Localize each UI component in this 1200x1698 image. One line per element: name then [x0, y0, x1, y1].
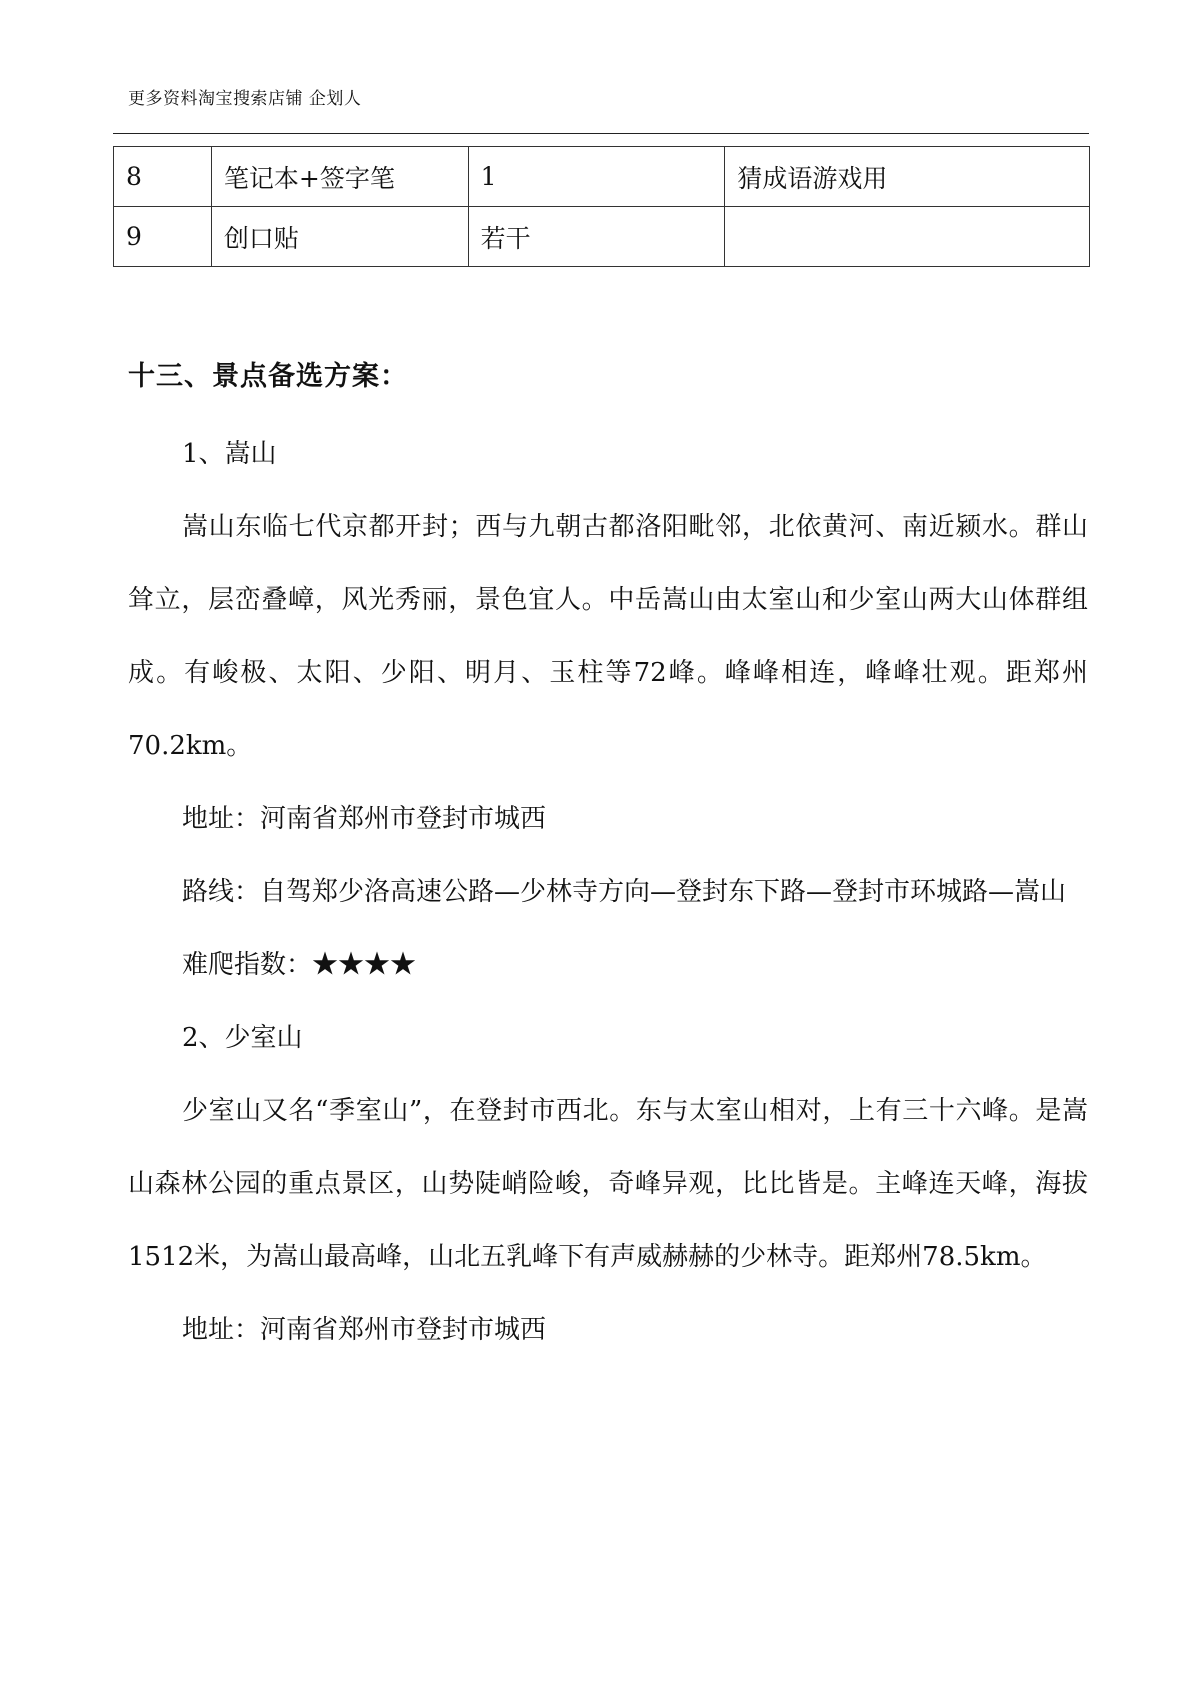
songshan-description: 嵩山东临七代京都开封；西与九朝古都洛阳毗邻，北依黄河、南近颍水。群山耸立，层峦叠嶂，风光秀丽，景色宜人。中岳嵩山由太室山和少室山两大山体群组成。有峻极、太阳、少阳、明月、玉柱等72峰。峰峰相连，峰峰壮观。距郑州70.2km。: [128, 512, 1088, 761]
subsection-title-shaoshishan: 2、少室山: [182, 1023, 303, 1053]
songshan-address: 地址：河南省郑州市登封市城西: [182, 804, 547, 834]
table-cell-item: 笔记本+签字笔: [211, 147, 468, 207]
songshan-route: 路线：自驾郑少洛高速公路—少林寺方向—登封东下路—登封市环城路—嵩山: [182, 877, 1067, 907]
table-row: [114, 207, 1090, 267]
table-cell-quantity: 若干: [468, 207, 725, 267]
table-cell-index: 8: [114, 147, 212, 207]
table-cell-quantity: 1: [468, 147, 725, 207]
section-content: [128, 418, 1088, 1367]
table-cell-note: 猜成语游戏用: [725, 147, 1090, 207]
table-cell-item: 创口贴: [211, 207, 468, 267]
table-cell-note: [725, 207, 1090, 267]
shaoshishan-description: 少室山又名“季室山”，在登封市西北。东与太室山相对，上有三十六峰。是嵩山森林公园的重点景区，山势陡峭险峻，奇峰异观，比比皆是。主峰连天峰，海拔1512米，为嵩山最高峰，山北五乳峰下有声威赫赫的少林寺。距郑州78.5km。: [128, 1096, 1088, 1272]
header-divider: [113, 133, 1089, 134]
difficulty-stars: ★★★★: [312, 950, 417, 980]
page-header: 更多资料淘宝搜索店铺 企划人: [128, 89, 362, 109]
table-row: [114, 147, 1090, 207]
items-table: [113, 146, 1090, 267]
songshan-difficulty: [128, 929, 1088, 1002]
subsection-title-songshan: 1、嵩山: [182, 439, 277, 469]
shaoshishan-address: 地址：河南省郑州市登封市城西: [182, 1315, 547, 1345]
table-cell-index: 9: [114, 207, 212, 267]
difficulty-label: 难爬指数：: [182, 950, 313, 980]
section-title: 十三、景点备选方案：: [128, 361, 408, 392]
